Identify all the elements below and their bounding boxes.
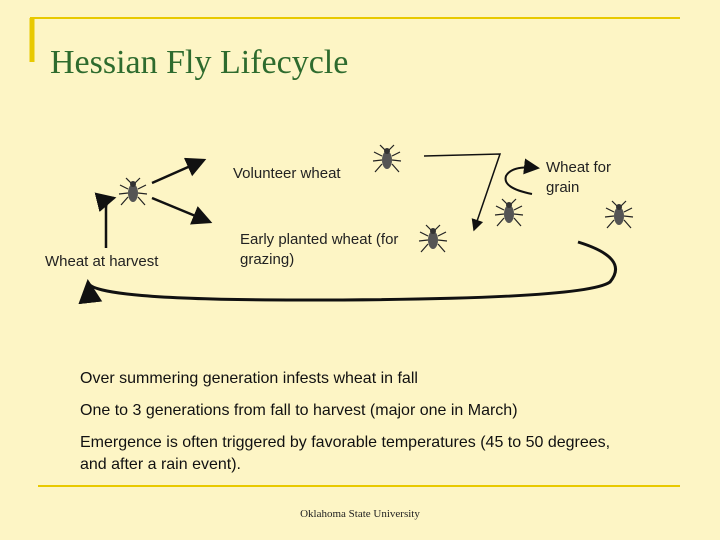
footer: Oklahoma State University xyxy=(300,508,420,520)
arrow-harvest-to-fly xyxy=(106,198,114,248)
page-title: Hessian Fly Lifecycle xyxy=(50,44,349,81)
label-early-planted: Early planted wheat (for grazing) xyxy=(240,231,399,268)
bullet-item: Emergence is often triggered by favorable temperatures (45 to 50 degrees, and after a rain event). xyxy=(80,434,611,473)
label-volunteer-wheat: Volunteer wheat xyxy=(233,165,341,182)
arrow-to-grain xyxy=(506,167,538,194)
bullet-item: One to 3 generations from fall to harvest (major one in March) xyxy=(80,402,518,419)
bullet-item: Over summering generation infests wheat in fall xyxy=(80,370,418,387)
fly-icon xyxy=(492,196,526,230)
fly-icon xyxy=(370,142,404,176)
fly-icon xyxy=(602,198,636,232)
label-wheat-at-harvest: Wheat at harvest xyxy=(45,253,159,270)
fly-icon xyxy=(416,222,450,256)
label-wheat-for-grain: Wheat for grain xyxy=(546,159,612,196)
fly-icon xyxy=(116,175,150,209)
arrow-to-volunteer xyxy=(152,160,204,183)
arrow-volunteer-across xyxy=(424,154,500,230)
arrow-to-early-planted xyxy=(152,198,210,222)
